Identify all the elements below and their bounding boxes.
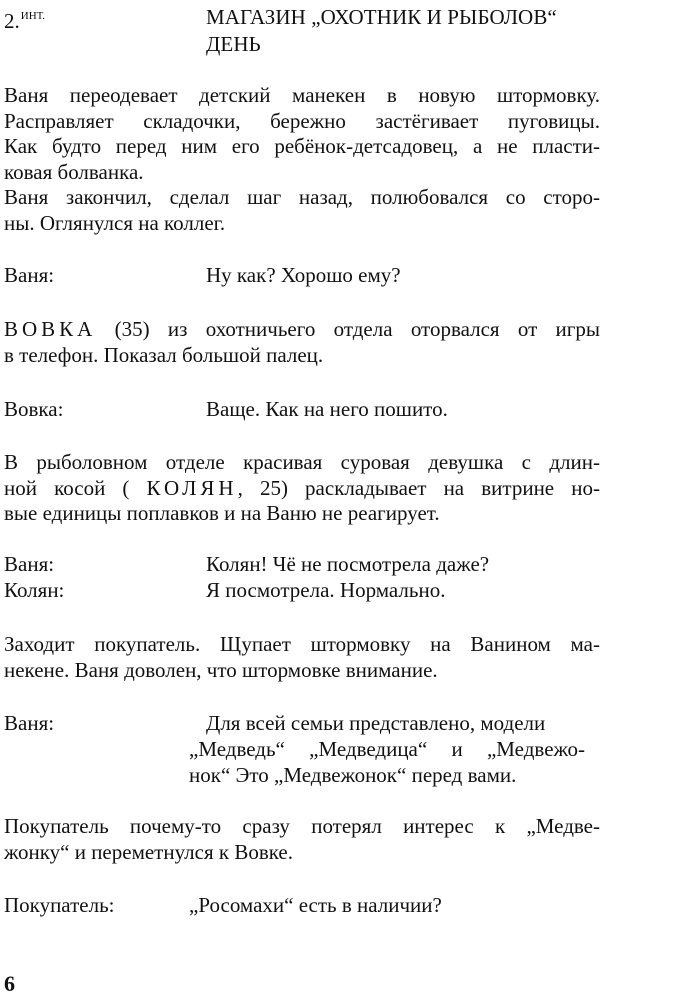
action-line: В рыболовном отделе красивая суровая девушка с длин- (4, 450, 600, 474)
dialogue-block (189, 710, 585, 788)
dialogue-line: Ну как? Хорошо ему? (206, 263, 401, 287)
action-line: некене. Ваня доволен, что штормовке внимание. (4, 657, 438, 682)
character-intro: ВОВКА (4, 317, 97, 341)
action-paragraph-3 (4, 450, 600, 527)
speaker-name: Ваня: (4, 263, 55, 287)
scene-number-text: 2. (4, 9, 20, 33)
action-line-start: ной косой ( (4, 475, 147, 500)
dialogue-line: Я посмотрела. Нормально. (206, 578, 446, 602)
action-line-rest: , 25) раскладывает на витрине но- (237, 475, 600, 500)
action-paragraph-1 (4, 83, 600, 237)
dialogue-line: Для всей семьи представлено, модели (206, 711, 546, 735)
scene-type-label: ИНТ. (20, 10, 46, 22)
action-paragraph-4 (4, 632, 600, 683)
action-line: в телефон. Показал большой палец. (4, 342, 324, 367)
speaker-name: Ваня: (4, 552, 55, 576)
dialogue-line: „Росомахи“ есть в наличии? (189, 893, 442, 917)
action-line-rest: (35) из охотничьего отдела оторвался от игры (96, 317, 600, 341)
scene-heading-time: ДЕНЬ (206, 32, 261, 56)
speaker-name: Покупатель: (4, 893, 115, 917)
action-line: Как будто перед ним его ребёнок-детсадовец, а не пласти- (4, 134, 600, 159)
action-paragraph-5 (4, 814, 600, 865)
dialogue-line: Ваще. Как на него пошито. (206, 397, 448, 421)
action-line: Заходит покупатель. Щупает штормовку на Ванином ма- (4, 632, 600, 656)
dialogue-line: Колян! Чё не посмотрела даже? (206, 552, 490, 576)
action-paragraph-2 (4, 317, 600, 368)
page-number: 6 (4, 971, 15, 996)
dialogue-line: „Медведь“ „Медведица“ и „Медвежо- (189, 737, 585, 761)
character-intro: КОЛЯН (146, 475, 238, 500)
action-line: ковая болванка. (4, 159, 144, 184)
scene-number (4, 2, 45, 35)
scene-heading-location: МАГАЗИН „ОХОТНИК И РЫБОЛОВ“ (206, 5, 557, 29)
action-line: жонку“ и переметнулся к Вовке. (4, 839, 294, 864)
action-line: Ваня закончил, сделал шаг назад, полюбовался со сторо- (4, 185, 600, 210)
action-line: Ваня переодевает детский манекен в новую штормовку. (4, 83, 600, 107)
action-line: вые единицы поплавков и на Ваню не реагирует. (4, 501, 440, 526)
speaker-name: Колян: (4, 578, 65, 602)
scene-heading (206, 4, 557, 58)
action-line (4, 317, 600, 343)
action-line: Покупатель почему-то сразу потерял интерес к „Медве- (4, 814, 600, 838)
action-line (4, 476, 600, 502)
action-line: ны. Оглянулся на коллег. (4, 210, 226, 235)
speaker-name: Вовка: (4, 397, 64, 421)
action-line: Расправляет складочки, бережно застёгивает пуговицы. (4, 108, 600, 133)
speaker-name: Ваня: (4, 711, 55, 735)
dialogue-line: нок“ Это „Медвежонок“ перед вами. (189, 763, 517, 787)
